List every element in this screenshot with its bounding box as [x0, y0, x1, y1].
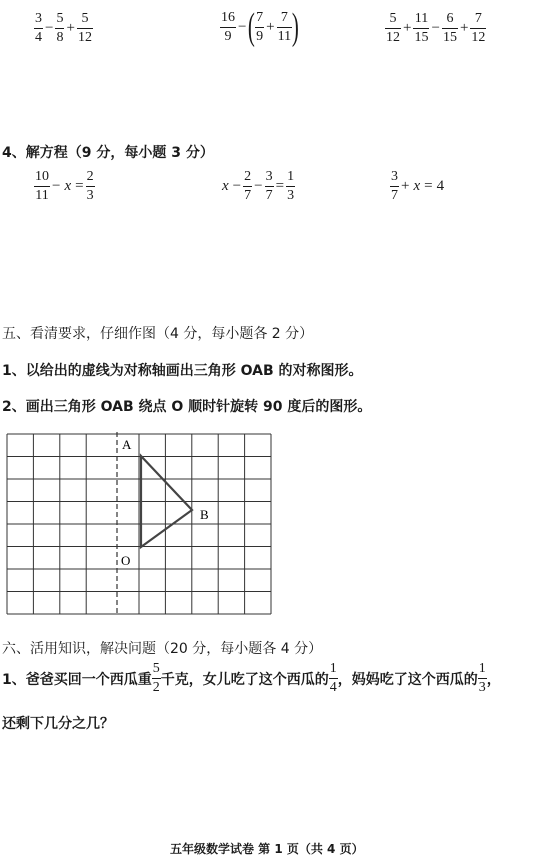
q1-mother-fraction: $\frac{1}{3}$	[478, 661, 486, 695]
calc-exercise-1	[34, 12, 93, 45]
number: 4	[436, 178, 445, 194]
fraction: $\frac{6}{15}$	[442, 11, 457, 45]
operator: +	[401, 178, 410, 194]
equation-2	[220, 170, 295, 203]
fraction: $\frac{3}{7}$	[265, 169, 273, 203]
q1-weight-fraction: $\frac{5}{2}$	[152, 661, 160, 695]
operator: +	[266, 18, 275, 35]
section5-question-2: 2、画出三角形 OAB 绕点 O 顺时针旋转 90 度后的图形。	[2, 399, 372, 415]
variable: x	[222, 178, 229, 194]
fraction: $\frac{2}{7}$	[244, 169, 252, 203]
equation-3	[390, 170, 446, 203]
label-o: O	[121, 553, 131, 568]
fraction: $\frac{1}{3}$	[287, 169, 295, 203]
calc-exercise-3	[385, 12, 486, 45]
fraction: $\frac{5}{12}$	[77, 11, 92, 45]
variable: x	[64, 178, 72, 194]
operator: +	[459, 20, 469, 36]
fraction: $\frac{3}{7}$	[391, 169, 398, 203]
operator: −	[45, 20, 54, 36]
fraction: $\frac{11}{15}$	[414, 11, 429, 45]
fraction: $\frac{2}{3}$	[86, 169, 94, 203]
fraction: $\frac{5}{12}$	[386, 11, 400, 45]
q1-text-d: ，	[486, 671, 501, 688]
fraction: $\frac{5}{8}$	[56, 11, 64, 45]
section6-title: 六、活用知识，解决问题（20 分，每小题各 4 分）	[2, 641, 323, 657]
operator: +	[403, 20, 412, 36]
parenthesis: (	[248, 6, 256, 48]
label-b: B	[200, 507, 209, 522]
q1-text-c: ，妈妈吃了这个西瓜的	[337, 671, 478, 688]
section5-title: 五、看清要求，仔细作图（4 分，每小题各 2 分）	[2, 326, 314, 342]
section6-question-1	[2, 662, 501, 695]
operator: =	[275, 178, 285, 194]
operator: =	[424, 178, 433, 194]
fraction: $\frac{7}{11}$	[277, 9, 292, 44]
operator: +	[66, 20, 75, 36]
calc-exercise-2	[220, 8, 299, 46]
operator: =	[75, 178, 84, 194]
operator: −	[254, 178, 263, 194]
q1-text-a: 1、爸爸买回一个西瓜重	[2, 671, 152, 688]
fraction: $\frac{10}{11}$	[35, 169, 49, 203]
operator: −	[232, 178, 242, 194]
page-footer: 五年级数学试卷 第 1 页（共 4 页）	[170, 842, 364, 856]
fraction: $\frac{3}{4}$	[35, 11, 42, 45]
equation-1	[34, 170, 95, 203]
section5-question-1: 1、以给出的虚线为对称轴画出三角形 OAB 的对称图形。	[2, 363, 363, 379]
fraction: $\frac{16}{9}$	[221, 9, 235, 44]
drawing-grid	[5, 432, 273, 620]
label-a: A	[122, 437, 132, 452]
section6-question-1-line2: 还剩下几分之几？	[2, 716, 114, 732]
variable: x	[413, 178, 421, 194]
section4-title: 4、解方程（9 分，每小题 3 分）	[2, 145, 214, 161]
parenthesis: )	[291, 6, 299, 48]
operator: −	[238, 18, 247, 35]
operator: −	[52, 178, 61, 194]
q1-daughter-fraction: $\frac{1}{4}$	[329, 661, 337, 695]
q1-text-b: 千克，女儿吃了这个西瓜的	[160, 671, 329, 688]
fraction: $\frac{7}{9}$	[256, 9, 264, 44]
operator: −	[431, 20, 440, 36]
fraction: $\frac{7}{12}$	[471, 11, 486, 45]
